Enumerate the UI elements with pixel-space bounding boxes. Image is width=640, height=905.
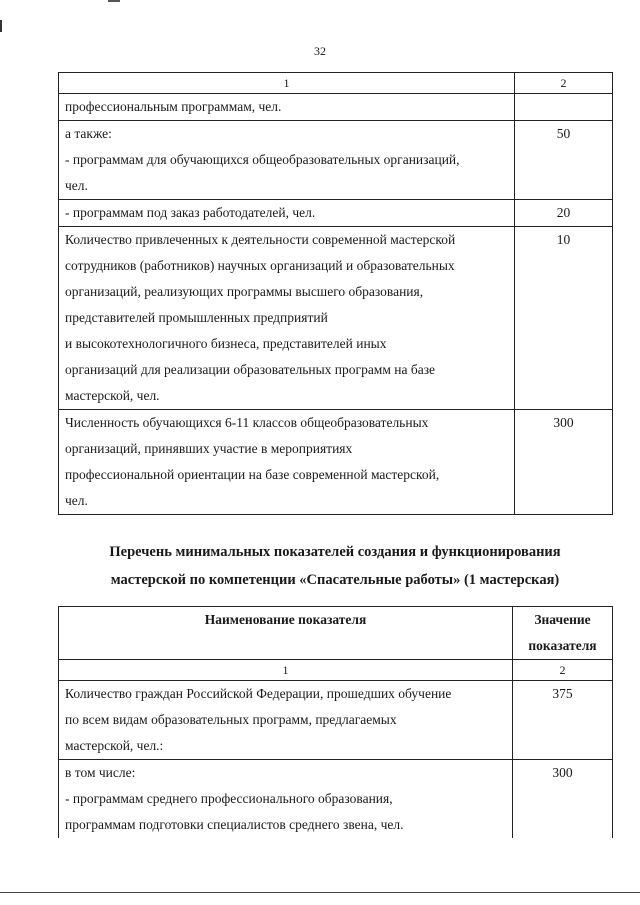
header-indicator-value [513,607,613,660]
indicator-name [59,760,513,839]
indicators-table-continued [58,72,613,515]
text-line: мастерской, чел.: [65,738,164,753]
text-line: чел. [65,178,88,193]
text-line: по всем видам образовательных программ, предлагаемых [65,712,397,727]
text-line: чел. [65,493,88,508]
heading-line: Перечень минимальных показателей создания и функционирования [109,544,561,560]
text-line: программам подготовки специалистов среднего звена, чел. [65,817,404,832]
text-line: - программам среднего профессионального образования, [65,791,393,806]
text-line: организаций, принявших участие в мероприятиях [65,441,353,456]
table-row [59,681,613,760]
text-line: организаций, реализующих программы высшего образования, [65,284,424,299]
indicator-name [59,681,513,760]
indicator-value: 375 [513,681,613,760]
header-line: показателя [528,638,597,653]
page-bottom-rule [0,892,640,893]
minimal-indicators-table [58,606,613,838]
indicator-name [59,227,515,410]
indicator-name [59,94,515,121]
column-number-2: 2 [513,660,613,681]
column-number-2: 2 [515,73,613,94]
header-line: Значение [534,612,591,627]
column-numbers-row [59,660,613,681]
text-line: - программам для обучающихся общеобразовательных организаций, [65,152,460,167]
header-indicator-name: Наименование показателя [59,607,513,660]
text-line: Количество граждан Российской Федерации, прошедших обучение [65,686,452,701]
text-line: в том числе: [65,765,136,780]
text-line: - программам под заказ работодателей, чел. [65,205,316,220]
text-line: сотрудников (работников) научных организаций и образовательных [65,258,455,273]
text-line: профессиональным программам, чел. [65,99,282,114]
table-row [59,410,613,515]
indicator-value: 300 [513,760,613,839]
table-header-row [59,73,613,94]
column-number-1: 1 [59,73,515,94]
column-number-1: 1 [59,660,513,681]
table-row [59,94,613,121]
scan-edge-mark [0,20,2,32]
indicator-value [515,94,613,121]
table-row [59,227,613,410]
text-line: и высокотехнологичного бизнеса, представителей иных [65,336,387,351]
indicator-value: 300 [515,410,613,515]
text-line: Количество привлеченных к деятельности современной мастерской [65,232,456,247]
indicator-value: 50 [515,121,613,200]
indicator-value: 10 [515,227,613,410]
page-number: 32 [314,44,326,58]
section-heading [60,538,610,594]
text-line: организаций для реализации образовательных программ на базе [65,362,436,377]
indicator-value: 20 [515,200,613,227]
text-line: мастерской, чел. [65,388,160,403]
indicator-name [59,121,515,200]
indicator-name [59,410,515,515]
text-line: представителей промышленных предприятий [65,310,328,325]
table-header-row [59,607,613,660]
text-line: профессиональной ориентации на базе современной мастерской, [65,467,440,482]
heading-line: мастерской по компетенции «Спасательные работы» (1 мастерская) [110,572,560,588]
table-row [59,121,613,200]
scan-top-mark [108,0,120,2]
indicator-name [59,200,515,227]
table-row [59,200,613,227]
text-line: а также: [65,126,112,141]
table-row [59,760,613,839]
text-line: Численность обучающихся 6-11 классов общеобразовательных [65,415,429,430]
